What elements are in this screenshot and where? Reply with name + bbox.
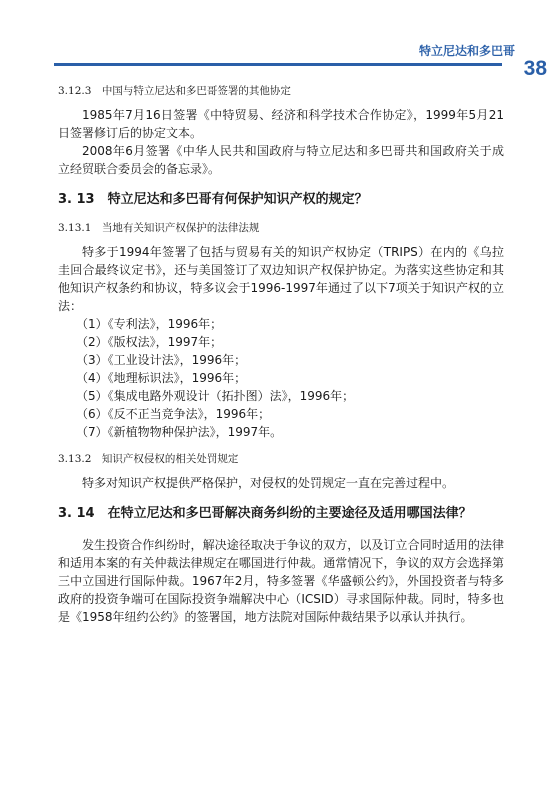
subsection-heading-3-13-1: 3.13.1 当地有关知识产权保护的法律法规 (58, 222, 260, 234)
page-content (58, 82, 504, 626)
paragraph-dispute-resolution: 发生投资合作纠纷时，解决途径取决于争议的双方，以及订立合同时适用的法律和适用本案的有关仲裁法律规定在哪国进行仲裁。通常情况下，争议的双方会选择第三中立国进行国际仲裁。1967年2月，特多签署《华盛顿公约》，外国投资者与特多政府的投资争端可在国际投资争端解决中心（ICSID）寻求国际仲裁。同时，特多也是《1958年纽约公约》的签署国，地方法院对国际仲裁结果予以承认并执行。 (58, 538, 504, 624)
subsection-heading-3-13-2: 3.13.2 知识产权侵权的相关处罚规定 (58, 453, 239, 465)
law-list-item: （4）《地理标识法》，1996年； (76, 371, 247, 385)
subsection-heading-3-12-3: 3.12.3 中国与特立尼达和多巴哥签署的其他协定 (58, 85, 291, 97)
page-number: 38 (523, 57, 547, 80)
law-list-item: （7）《新植物物种保护法》，1997年。 (76, 425, 283, 439)
law-list-item: （5）《集成电路外观设计（拓扑图）法》，1996年； (76, 389, 355, 403)
law-list-item: （6）《反不正当竞争法》，1996年； (76, 407, 271, 421)
law-list-item: （2）《版权法》，1997年； (76, 335, 223, 349)
section-heading-3-14: 3. 14 在特立尼达和多巴哥解决商务纠纷的主要途径及适用哪国法律？ (58, 506, 472, 521)
running-header-title: 特立尼达和多巴哥 (418, 44, 515, 58)
paragraph-ip-agreements: 特多于1994年签署了包括与贸易有关的知识产权协定（TRIPS）在内的《乌拉圭回合最终议定书》，还与美国签订了双边知识产权保护协定。为落实这些协定和其他知识产权条约和协议，特多议会于1996-1997年通过了以下7项关于知识产权的立法： (58, 245, 504, 313)
paragraph-ip-penalties: 特多对知识产权提供严格保护，对侵权的处罚规定一直在完善过程中。 (82, 476, 455, 490)
paragraph-1985-agreement: 1985年7月16日签署《中特贸易、经济和科学技术合作协定》，1999年5月21日签署修订后的协定文本。 (58, 108, 504, 140)
header-rule (54, 63, 502, 66)
paragraph-2008-memorandum: 2008年6月签署《中华人民共和国政府与特立尼达和多巴哥共和国政府关于成立经贸联合委员会的备忘录》。 (58, 144, 504, 176)
law-list-item: （3）《工业设计法》，1996年； (76, 353, 247, 367)
section-heading-3-13: 3. 13 特立尼达和多巴哥有何保护知识产权的规定？ (58, 192, 368, 207)
law-list-item: （1）《专利法》，1996年； (76, 317, 223, 331)
